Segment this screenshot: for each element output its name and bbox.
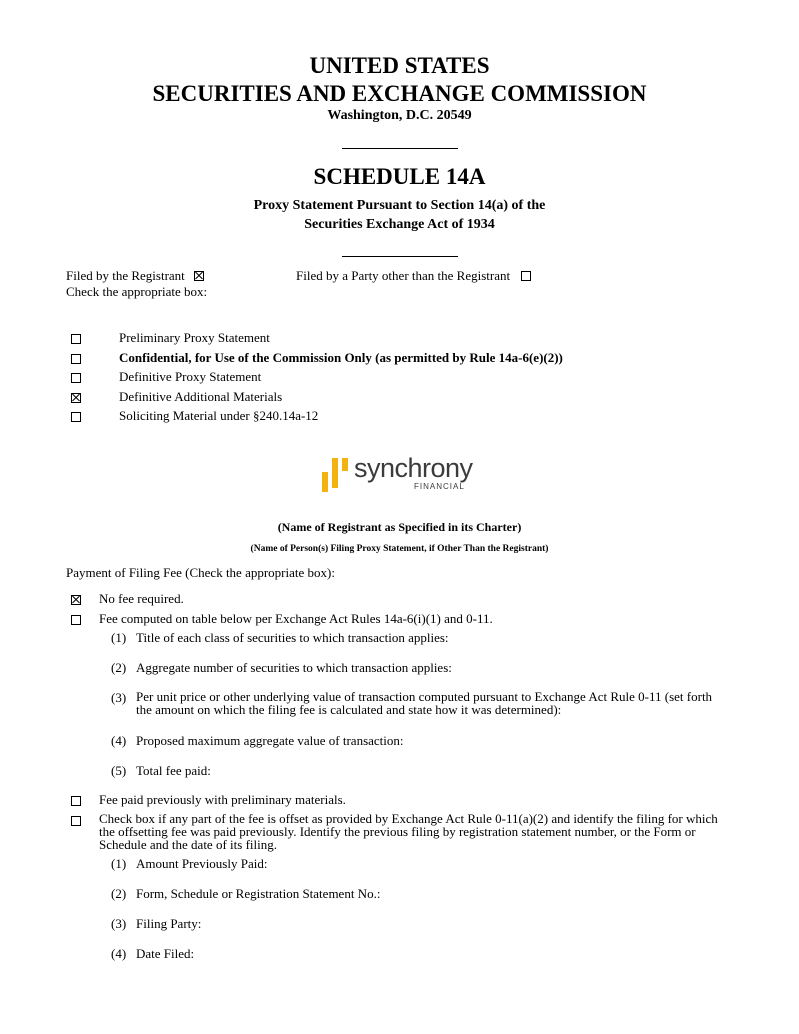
- fee-item-1: [111, 630, 449, 646]
- offset-item-number: (1): [111, 856, 127, 871]
- statement-checkbox[interactable]: [71, 334, 81, 344]
- synchrony-logo-mark-icon: [320, 454, 350, 494]
- fee-paid-previously-checkbox[interactable]: [71, 796, 81, 806]
- offset-item-3: [111, 916, 202, 932]
- schedule-title: SCHEDULE 14A: [313, 164, 486, 189]
- filed-by-registrant: [66, 268, 204, 284]
- fee-computed-checkbox[interactable]: [71, 615, 81, 625]
- filer-name-caption: (Name of Person(s) Filing Proxy Statement, if Other Than the Registrant): [250, 544, 549, 554]
- agency-address: Washington, D.C. 20549: [327, 108, 472, 123]
- list-item: [66, 408, 766, 428]
- logo-subtext: FINANCIAL: [414, 482, 465, 491]
- fee-item-number: (3): [111, 690, 127, 705]
- no-fee-label: No fee required.: [99, 591, 184, 606]
- fee-item-number: (2): [111, 660, 127, 675]
- fee-item-number: (4): [111, 733, 127, 748]
- statement-checkbox[interactable]: [71, 373, 81, 383]
- fee-item-5: [111, 763, 211, 779]
- fee-item-number: (1): [111, 630, 127, 645]
- filed-by-other-party: [296, 268, 531, 284]
- schedule-subtitle-line1: Proxy Statement Pursuant to Section 14(a) of the: [253, 198, 546, 213]
- agency-title: UNITED STATES: [309, 53, 490, 78]
- logo-bar: [342, 458, 348, 471]
- fee-item-text: Aggregate number of securities to which transaction applies:: [136, 660, 452, 675]
- offset-item-text: Filing Party:: [136, 916, 202, 931]
- offset-item-number: (2): [111, 886, 127, 901]
- fee-computed-label: Fee computed on table below per Exchange Act Rules 14a-6(i)(1) and 0-11.: [99, 611, 493, 626]
- list-item: [66, 369, 766, 389]
- fee-paid-previously-label: Fee paid previously with preliminary materials.: [99, 792, 346, 807]
- offset-item-text: Amount Previously Paid:: [136, 856, 268, 871]
- statement-label: Definitive Additional Materials: [119, 388, 283, 404]
- fee-paid-previously-option: [66, 792, 766, 810]
- list-item: [66, 389, 766, 409]
- logo-wordmark: synchrony: [354, 453, 473, 483]
- offset-item-number: (4): [111, 946, 127, 961]
- statement-type-list: [66, 330, 766, 428]
- offset-item-2: [111, 886, 381, 902]
- offset-item-4: [111, 946, 195, 962]
- check-box-instruction: Check the appropriate box:: [66, 284, 208, 299]
- fee-item-2: [111, 660, 452, 676]
- list-item: [66, 350, 766, 370]
- offset-item-number: (3): [111, 916, 127, 931]
- payment-heading: Payment of Filing Fee (Check the appropriate box):: [66, 565, 335, 580]
- filed-by-registrant-checkbox[interactable]: [194, 271, 204, 281]
- statement-checkbox[interactable]: [71, 393, 81, 403]
- commission-title: SECURITIES AND EXCHANGE COMMISSION: [152, 81, 647, 106]
- filed-by-other-party-checkbox[interactable]: [521, 271, 531, 281]
- offset-item-text: Form, Schedule or Registration Statement No.:: [136, 886, 381, 901]
- no-fee-option: [66, 591, 766, 609]
- offset-checkbox[interactable]: [71, 816, 81, 826]
- fee-item-text: Per unit price or other underlying value of transaction computed pursuant to Exchange Act Rule 0-11 (set forth the amount on which the filing fee is calculated and state how it was determined):: [136, 689, 713, 717]
- list-item: [66, 330, 766, 350]
- fee-item-4: [111, 733, 404, 749]
- offset-option: [66, 812, 726, 851]
- fee-computed-option: [66, 611, 766, 629]
- schedule-subtitle-line2: Securities Exchange Act of 1934: [304, 217, 495, 232]
- offset-label: Check box if any part of the fee is offset as provided by Exchange Act Rule 0-11(a)(2) and identify the filing for which the offsetting fee was paid previously. Identify the previous filing by registration statement number, or the Form or Schedule and the date of its filing.: [99, 811, 718, 852]
- synchrony-logo: [320, 452, 490, 494]
- no-fee-checkbox[interactable]: [71, 595, 81, 605]
- statement-checkbox[interactable]: [71, 412, 81, 422]
- fee-item-number: (5): [111, 763, 127, 778]
- logo-bar: [332, 458, 338, 488]
- filed-by-other-party-label: Filed by a Party other than the Registrant: [296, 268, 511, 283]
- statement-label: Confidential, for Use of the Commission Only (as permitted by Rule 14a-6(e)(2)): [119, 349, 563, 365]
- statement-label: Soliciting Material under §240.14a-12: [119, 408, 319, 423]
- filed-by-registrant-label: Filed by the Registrant: [66, 268, 185, 283]
- statement-label: Definitive Proxy Statement: [119, 369, 262, 384]
- divider: [342, 256, 458, 257]
- divider: [342, 148, 458, 149]
- offset-item-1: [111, 856, 268, 872]
- registrant-name-caption: (Name of Registrant as Specified in its Charter): [277, 520, 522, 534]
- offset-item-text: Date Filed:: [136, 946, 195, 961]
- fee-item-text: Title of each class of securities to which transaction applies:: [136, 630, 449, 645]
- statement-checkbox[interactable]: [71, 354, 81, 364]
- logo-bar: [322, 472, 328, 492]
- fee-item-text: Total fee paid:: [136, 763, 211, 778]
- fee-item-3: [111, 690, 731, 716]
- fee-item-text: Proposed maximum aggregate value of transaction:: [136, 733, 404, 748]
- statement-label: Preliminary Proxy Statement: [119, 330, 270, 345]
